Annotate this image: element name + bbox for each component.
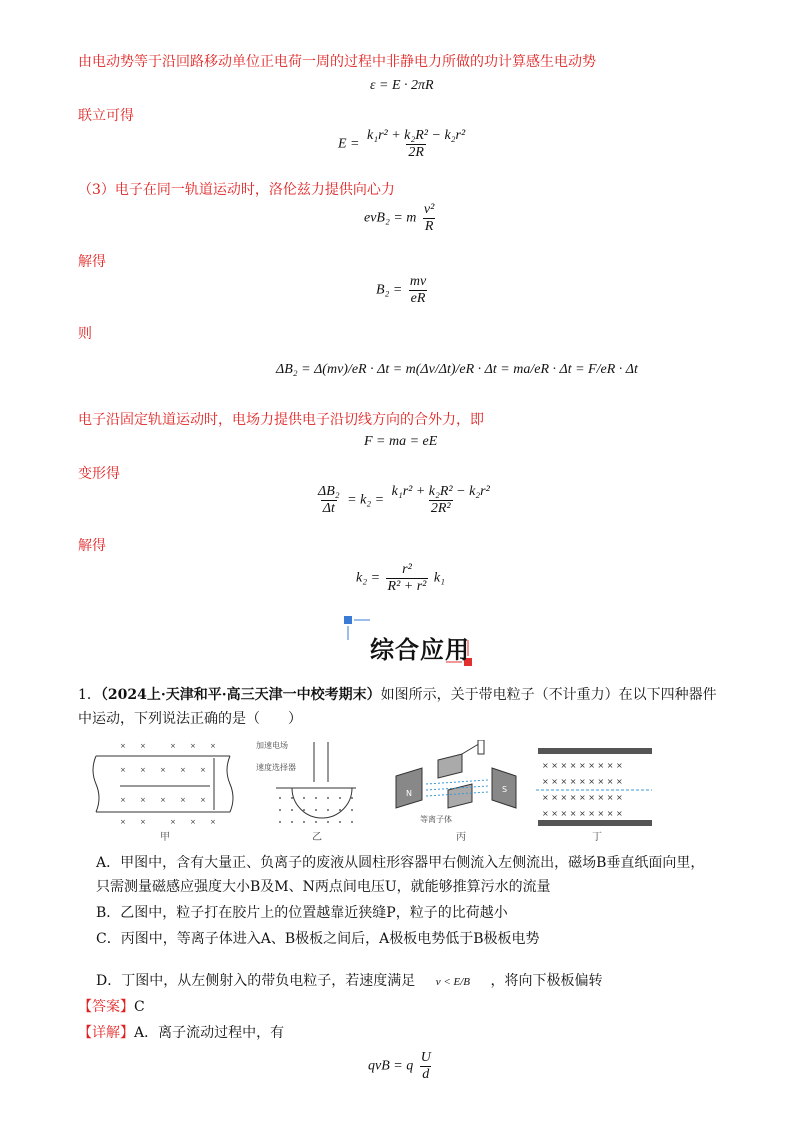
figure-jia [90, 740, 240, 843]
svg-text:×: × [160, 766, 166, 774]
equation-force: F = ma = eE [364, 434, 438, 449]
equation-emf: ε = E · 2πR [370, 78, 434, 93]
text-line-7: 变形得 [78, 466, 120, 482]
svg-text:×: × [170, 742, 176, 750]
figure-bing [392, 740, 522, 843]
figure-ding-label: 丁 [592, 832, 602, 843]
answer-row [78, 996, 145, 1018]
detail-label: 【详解】 [78, 1025, 134, 1041]
svg-text:× × × × × × × × ×: × × × × × × × × × [542, 793, 623, 802]
figure-jia-drawing [90, 740, 240, 830]
svg-text:×: × [190, 818, 196, 826]
question-source: （2024上·天津和平·高三天津一中校考期末） [100, 687, 381, 703]
svg-text:×: × [140, 742, 146, 750]
figure-yi-text-2: 速度选择器 [256, 763, 296, 772]
figure-bing-text: 等离子体 [420, 815, 452, 824]
equation-lorentz: evB₂ = m $\frac{\text{v²}}{R}$ [364, 202, 435, 234]
figure-yi-label: 乙 [312, 832, 322, 843]
section-title: 综合应用 [370, 636, 470, 664]
svg-text:× × × × × × × × ×: × × × × × × × × × [542, 777, 623, 786]
text-line-3: （3）电子在同一轨道运动时，洛伦兹力提供向心力 [78, 182, 395, 198]
svg-text:× × × × × × × × ×: × × × × × × × × × [542, 809, 623, 818]
svg-text:×: × [210, 742, 216, 750]
question-stem [78, 684, 738, 706]
text-line-8: 解得 [78, 538, 106, 554]
svg-text:S: S [502, 785, 508, 794]
figure-yi [256, 738, 366, 843]
option-d: D．丁图中，从左侧射入的带负电粒子，若速度满足 v < E/B ，将向下极板偏转 [96, 973, 603, 989]
equation-k2: k₂ = $\frac{\text{r²}}{\text{R² + r²}}$ k₁ [356, 562, 445, 594]
equation-e-field: E = $\frac{\text{k₁r² + k₂R² − k₂r²}}{2R}$ [338, 128, 466, 160]
svg-text:×: × [180, 796, 186, 804]
svg-text:×: × [160, 796, 166, 804]
figure-jia-label: 甲 [160, 832, 170, 843]
question-stem-1: 如图所示，关于带电粒子（不计重力）在以下四种器件 [380, 687, 717, 703]
answer-value: C [134, 999, 145, 1015]
equation-flow: qvB = q $\frac{U}{d}$ [368, 1050, 431, 1082]
figure-ding [536, 744, 656, 843]
text-line-5: 则 [78, 326, 92, 342]
svg-text:×: × [170, 818, 176, 826]
detail-row [78, 1022, 284, 1044]
text-line-6: 电子沿固定轨道运动时，电场力提供电子沿切线方向的合外力，即 [78, 412, 484, 428]
svg-text:× × × × × × × × ×: × × × × × × × × × [542, 761, 623, 770]
answer-label: 【答案】 [78, 999, 134, 1015]
option-a-line-2: 只需测量磁感应强度大小B及M、N两点间电压U，就能够推算污水的流量 [96, 879, 551, 895]
figure-bing-drawing [392, 740, 522, 826]
figure-yi-text-1: 加速电场 [256, 741, 288, 750]
text-line-1: 由电动势等于沿回路移动单位正电荷一周的过程中非静电力所做的功计算感生电动势 [78, 54, 596, 70]
option-d-condition: v < E/B [435, 976, 470, 988]
svg-text:×: × [200, 796, 206, 804]
equation-b2: B₂ = $\frac{mv}{eR}$ [376, 274, 427, 306]
figure-yi-drawing [256, 738, 366, 828]
section-header [360, 624, 476, 670]
svg-text:×: × [120, 766, 126, 774]
text-line-2: 联立可得 [78, 108, 134, 124]
svg-text:×: × [140, 796, 146, 804]
question-stem-2: 中运动，下列说法正确的是（ ） [78, 711, 302, 727]
detail-text: A．离子流动过程中，有 [134, 1025, 285, 1041]
question-number: 1． [78, 687, 101, 703]
option-b: B．乙图中，粒子打在胶片上的位置越靠近狭缝P，粒子的比荷越小 [96, 905, 508, 921]
figure-bing-label: 丙 [456, 832, 466, 843]
svg-text:×: × [140, 766, 146, 774]
svg-text:×: × [140, 818, 146, 826]
svg-text:×: × [180, 766, 186, 774]
option-c: C．丙图中，等离子体进入A、B极板之间后，A极板电势低于B极板电势 [96, 931, 540, 947]
equation-delta-b2: ΔB₂ = Δ(mv)/eR · Δt = m(Δv/Δt)/eR · Δt = ma/eR · Δt = F/eR · Δt [276, 362, 638, 377]
equation-rate: $\frac{\text{ΔB₂}}{\Delta t}$ = k₂ = $\frac{\text{k₁r² + k₂R² − k₂r²}}{\text{2R²}}$ [318, 484, 490, 516]
svg-text:×: × [120, 742, 126, 750]
svg-text:×: × [120, 796, 126, 804]
svg-text:N: N [406, 789, 412, 798]
figure-ding-drawing [536, 744, 656, 828]
text-line-4: 解得 [78, 254, 106, 270]
svg-text:×: × [200, 766, 206, 774]
svg-text:×: × [210, 818, 216, 826]
svg-text:×: × [120, 818, 126, 826]
svg-text:×: × [190, 742, 196, 750]
option-a-line-1: A．甲图中，含有大量正、负离子的废液从圆柱形容器甲右侧流入左侧流出，磁场B垂直纸面向里， [96, 855, 705, 871]
